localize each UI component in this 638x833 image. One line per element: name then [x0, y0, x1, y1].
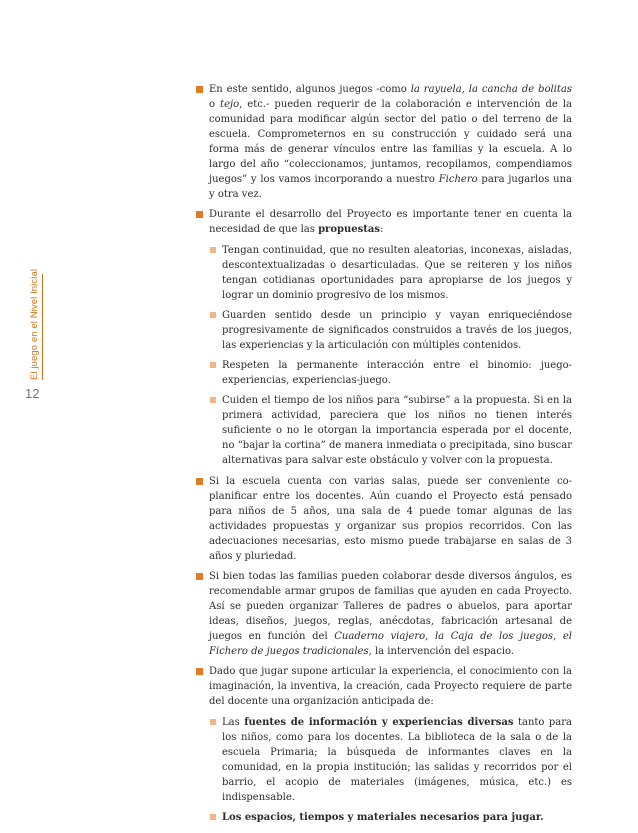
paragraph-co-planning: Si la escuela cuenta con varias salas, puede ser conveniente co-planificar entre los docentes. Aún cuando el Proyecto está pensado para niños de 5 años, una sala de 4 puede tomar algunas de las actividades propuestas y organizar sus propios recorridos. Con las adecuaciones necesarias, esto mismo puede trabajarse en salas de 3 años y pluriedad. [209, 476, 572, 562]
running-title: El juego en el Nivel Inicial [29, 268, 40, 380]
square-bullet-icon [196, 668, 203, 675]
list-item [196, 207, 572, 237]
sub-list-item [210, 810, 572, 825]
paragraph-games-community: En este sentido, algunos juegos -como la rayuela, la cancha de bolitas o tejo, etc.- pueden requerir de la colaboración e intervención de la comunidad para modificar algún sector del patio o del terreno de la escuela. Comprometernos en su construcción y cuidado será una forma más de generar vínculos entre las familias y la escuela. A lo largo del año “coleccionamos, juntamos, recopilamos, compendiamos juegos” y los vamos incorporando a nuestro Fichero para jugarlos una y otra vez. [209, 84, 572, 200]
sub-paragraph: Las fuentes de información y experiencias diversas tanto para los niños, como para los docentes. La biblioteca de la sala o de la escuela Primaria; la búsqueda de informantes claves en la comunidad, en la propia institución; las salidas y recorridos por el barrio, el acopio de materiales (imágenes, música, etc.) es indispensable. [222, 717, 572, 803]
list-item [196, 474, 572, 564]
sub-list-item [210, 308, 572, 353]
sub-paragraph: Los espacios, tiempos y materiales necesarios para jugar. [222, 812, 544, 823]
list-item [196, 664, 572, 709]
sub-list-item [210, 358, 572, 388]
organization-sublist [196, 715, 572, 825]
sub-paragraph: Guarden sentido desde un principio y vayan enriqueciéndose progresivamente de significados construidos a través de los juegos, las experiencias y la articulación con múltiples contenidos. [222, 310, 572, 351]
square-bullet-icon [210, 362, 216, 368]
main-content [196, 82, 572, 831]
list-item [196, 569, 572, 659]
square-bullet-icon [196, 573, 203, 580]
square-bullet-icon [210, 247, 216, 253]
square-bullet-icon [196, 478, 203, 485]
square-bullet-icon [196, 211, 203, 218]
sub-paragraph: Tengan continuidad, que no resulten aleatorias, inconexas, aisladas, descontextualizadas o desarticuladas. Que se reiteren y los niños tengan cotidianas oportunidades para apropiarse de los juegos y lograr un dominio progresivo de los mismos. [222, 245, 572, 301]
page-number: 12 [25, 386, 40, 401]
proposals-sublist [196, 243, 572, 468]
sidebar-divider [42, 274, 43, 380]
list-item [196, 82, 572, 202]
square-bullet-icon [210, 814, 216, 820]
sub-list-item [210, 715, 572, 805]
sub-list-item [210, 243, 572, 303]
square-bullet-icon [196, 86, 203, 93]
paragraph-project-development: Durante el desarrollo del Proyecto es importante tener en cuenta la necesidad de que las propuestas: [209, 209, 572, 235]
paragraph-anticipated-organization: Dado que jugar supone articular la experiencia, el conocimiento con la imaginación, la inventiva, la creación, cada Proyecto requiere de parte del docente una organización anticipada de: [209, 666, 572, 707]
square-bullet-icon [210, 719, 216, 725]
sub-paragraph: Cuiden el tiempo de los niños para “subirse” a la propuesta. Si en la primera actividad, pareciera que los niños no tienen interés suficiente o no le otorgan la importancia esperada por el docente, no “bajar la cortina” de manera inmediata o precipitada, sino buscar alternativas para salvar este obstáculo y volver con la propuesta. [222, 395, 572, 466]
paragraph-family-groups: Si bien todas las familias pueden colaborar desde diversos ángulos, es recomendable armar grupos de familias que ayuden en cada Proyecto. Así se pueden organizar Talleres de padres o abuelos, para aportar ideas, diseños, juegos, reglas, anécdotas, fabricación artesanal de juegos en función del Cuaderno viajero, la Caja de los juegos, el Fichero de juegos tradicionales, la intervención del espacio. [209, 571, 572, 657]
sub-list-item [210, 393, 572, 468]
sub-paragraph: Respeten la permanente interacción entre el binomio: juego-experiencias, experiencias-juego. [222, 360, 572, 386]
square-bullet-icon [210, 397, 216, 403]
square-bullet-icon [210, 312, 216, 318]
